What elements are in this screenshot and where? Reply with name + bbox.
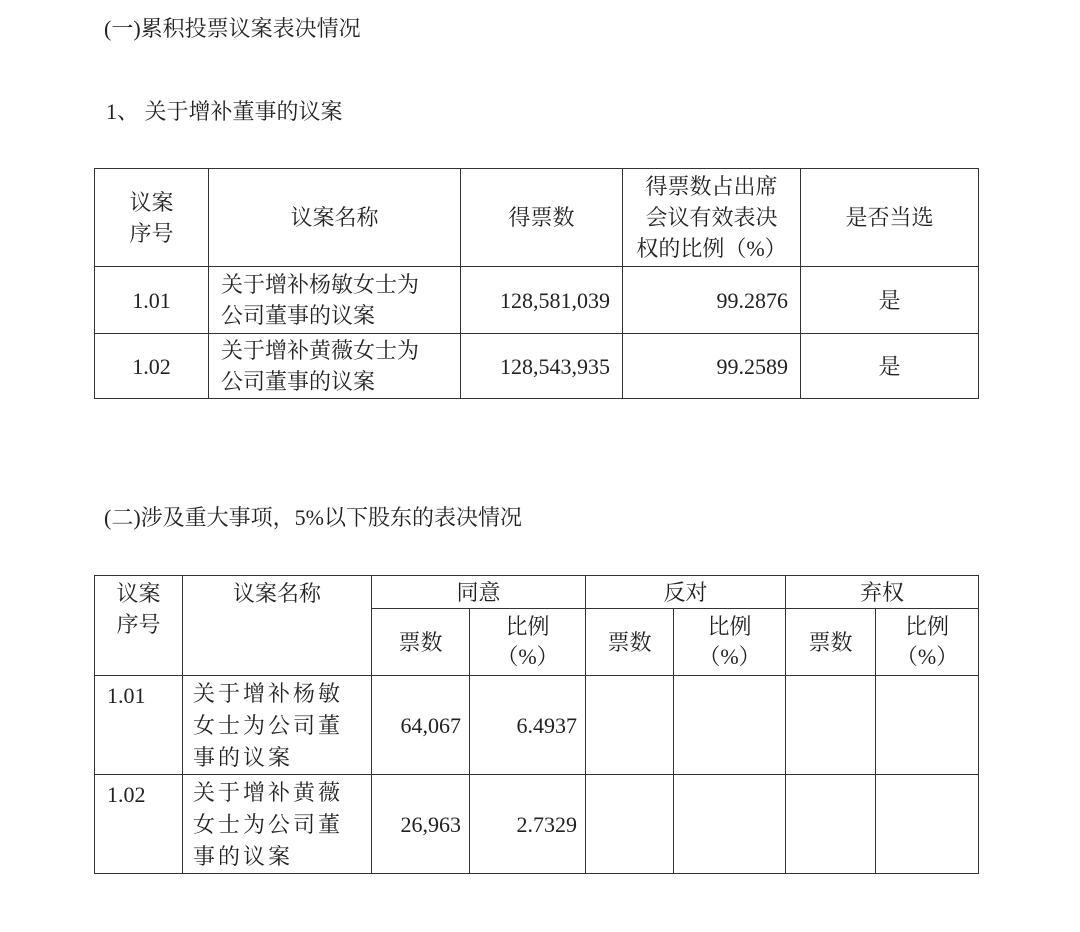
- votes: 128,581,039: [461, 267, 623, 334]
- oppose-ratio: [674, 775, 786, 874]
- agree-ratio: 6.4937: [470, 676, 586, 775]
- header-oppose-votes: 票数: [586, 609, 674, 676]
- header-proposal-name: 议案名称: [183, 576, 372, 676]
- votes: 128,543,935: [461, 334, 623, 399]
- proposal-name: 关于增补杨敏 女士为公司董 事的议案: [183, 676, 372, 775]
- proposal-id: 1.02: [95, 334, 209, 399]
- header-proposal-id: 议案 序号: [95, 576, 183, 676]
- table-row: [95, 267, 979, 334]
- header-agree-ratio: 比例 （%）: [470, 609, 586, 676]
- header-agree: 同意: [372, 576, 586, 609]
- proposal-name: 关于增补杨敏女士为 公司董事的议案: [209, 267, 461, 334]
- abstain-votes: [786, 676, 876, 775]
- header-oppose-ratio: 比例 （%）: [674, 609, 786, 676]
- elected: 是: [801, 334, 979, 399]
- agree-votes: 64,067: [372, 676, 470, 775]
- agree-ratio: 2.7329: [470, 775, 586, 874]
- proposal-id: 1.02: [95, 775, 183, 874]
- abstain-ratio: [876, 775, 979, 874]
- ratio: 99.2876: [623, 267, 801, 334]
- ratio: 99.2589: [623, 334, 801, 399]
- header-abstain: 弃权: [786, 576, 979, 609]
- header-elected: 是否当选: [801, 169, 979, 267]
- proposal-name: 关于增补黄薇女士为 公司董事的议案: [209, 334, 461, 399]
- agree-votes: 26,963: [372, 775, 470, 874]
- header-proposal-id: 议案 序号: [95, 169, 209, 267]
- elected: 是: [801, 267, 979, 334]
- header-abstain-ratio: 比例 （%）: [876, 609, 979, 676]
- abstain-ratio: [876, 676, 979, 775]
- proposal-id: 1.01: [95, 267, 209, 334]
- header-proposal-name: 议案名称: [209, 169, 461, 267]
- oppose-votes: [586, 775, 674, 874]
- section2-heading: (二)涉及重大事项，5%以下股东的表决情况: [104, 505, 522, 530]
- table-row: [95, 334, 979, 399]
- header-agree-votes: 票数: [372, 609, 470, 676]
- header-abstain-votes: 票数: [786, 609, 876, 676]
- section1-heading: (一)累积投票议案表决情况: [104, 16, 361, 41]
- abstain-votes: [786, 775, 876, 874]
- header-votes: 得票数: [461, 169, 623, 267]
- minority-shareholder-voting-table: [94, 575, 979, 874]
- table-header-row: [95, 169, 979, 267]
- header-oppose: 反对: [586, 576, 786, 609]
- oppose-ratio: [674, 676, 786, 775]
- header-ratio: 得票数占出席 会议有效表决 权的比例（%）: [623, 169, 801, 267]
- proposal-id: 1.01: [95, 676, 183, 775]
- table-header-row: [95, 576, 979, 609]
- table-row: [95, 775, 979, 874]
- table-row: [95, 676, 979, 775]
- proposal-name: 关于增补黄薇 女士为公司董 事的议案: [183, 775, 372, 874]
- cumulative-voting-table: [94, 168, 979, 399]
- oppose-votes: [586, 676, 674, 775]
- section1-subheading: 1、 关于增补董事的议案: [106, 99, 343, 124]
